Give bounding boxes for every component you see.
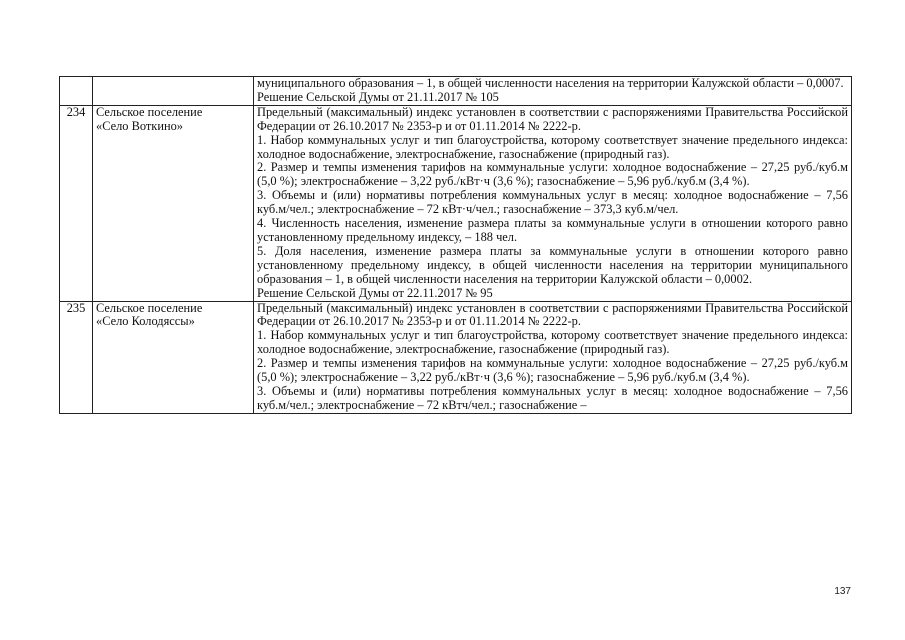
- description-paragraph: 2. Размер и темпы изменения тарифов на коммунальные услуги: холодное водоснабжение – 27,25 руб./куб.м (5,0 %); электроснабжение – 3,22 руб./кВт·ч (3,6 %); газоснабжение – 5,96 руб./куб.м (3,4 %).: [257, 356, 848, 385]
- description-paragraph: муниципального образования – 1, в общей численности населения на территории Калужской области – 0,0007.: [257, 76, 844, 90]
- row-number: 235: [60, 301, 93, 413]
- decision-reference: Решение Сельской Думы от 22.11.2017 № 95: [257, 285, 493, 300]
- description-cell: [254, 301, 852, 413]
- row-number: 234: [60, 105, 93, 301]
- description-paragraph: 1. Набор коммунальных услуг и тип благоустройства, которому соответствует значение предельного индекса: холодное водоснабжение, электроснабжение, газоснабжение (природный газ).: [257, 328, 848, 357]
- settlement-name: [93, 105, 254, 301]
- tariff-table: [59, 76, 852, 414]
- table-row: [60, 301, 852, 413]
- settlement-name: [93, 77, 254, 106]
- description-paragraph: 3. Объемы и (или) нормативы потребления коммунальных услуг в месяц: холодное водоснабжение – 7,56 куб.м/чел.; электроснабжение – 72 кВтч/чел.; газоснабжение –: [257, 383, 848, 412]
- description-cell: [254, 77, 852, 106]
- description-cell: [254, 105, 852, 301]
- table-row: [60, 77, 852, 106]
- description-paragraph: Предельный (максимальный) индекс установлен в соответствии с распоряжениями Правительства Российской Федерации от 26.10.2017 № 2353-р и от 01.11.2014 № 2222-р.: [257, 300, 848, 329]
- settlement-line: Сельское поселение: [96, 300, 203, 315]
- settlement-line: «Село Воткино»: [96, 118, 183, 133]
- description-paragraph: 3. Объемы и (или) нормативы потребления коммунальных услуг в месяц: холодное водоснабжение – 7,56 куб.м/чел.; электроснабжение – 72 кВт·ч/чел.; газоснабжение – 373,3 куб.м/чел.: [257, 188, 848, 217]
- settlement-name: [93, 301, 254, 413]
- table-row: [60, 105, 852, 301]
- decision-reference: Решение Сельской Думы от 21.11.2017 № 105: [257, 89, 499, 104]
- description-paragraph: 2. Размер и темпы изменения тарифов на коммунальные услуги: холодное водоснабжение – 27,25 руб./куб.м (5,0 %); электроснабжение – 3,22 руб./кВт·ч (3,6 %); газоснабжение – 5,96 руб./куб.м (3,4 %).: [257, 160, 848, 189]
- description-paragraph: 1. Набор коммунальных услуг и тип благоустройства, которому соответствует значение предельного индекса: холодное водоснабжение, электроснабжение, газоснабжение (природный газ).: [257, 132, 848, 161]
- settlement-line: Сельское поселение: [96, 104, 203, 119]
- description-paragraph: 5. Доля населения, изменение размера платы за коммунальные услуги в отношении которого равно установленному предельному индексу, в общей численности населения на территории муниципального образования – 1, в общей численности населения на территории Калужской области – 0,0002.: [257, 243, 848, 286]
- settlement-line: «Село Колодяссы»: [96, 314, 195, 329]
- document-page: [59, 76, 851, 414]
- page-number: 137: [834, 586, 851, 597]
- description-paragraph: Предельный (максимальный) индекс установлен в соответствии с распоряжениями Правительства Российской Федерации от 26.10.2017 № 2353-р и от 01.11.2014 № 2222-р.: [257, 104, 848, 133]
- description-paragraph: 4. Численность населения, изменение размера платы за коммунальные услуги в отношении которого равно установленному предельному индексу, – 188 чел.: [257, 216, 848, 244]
- row-number: [60, 77, 93, 106]
